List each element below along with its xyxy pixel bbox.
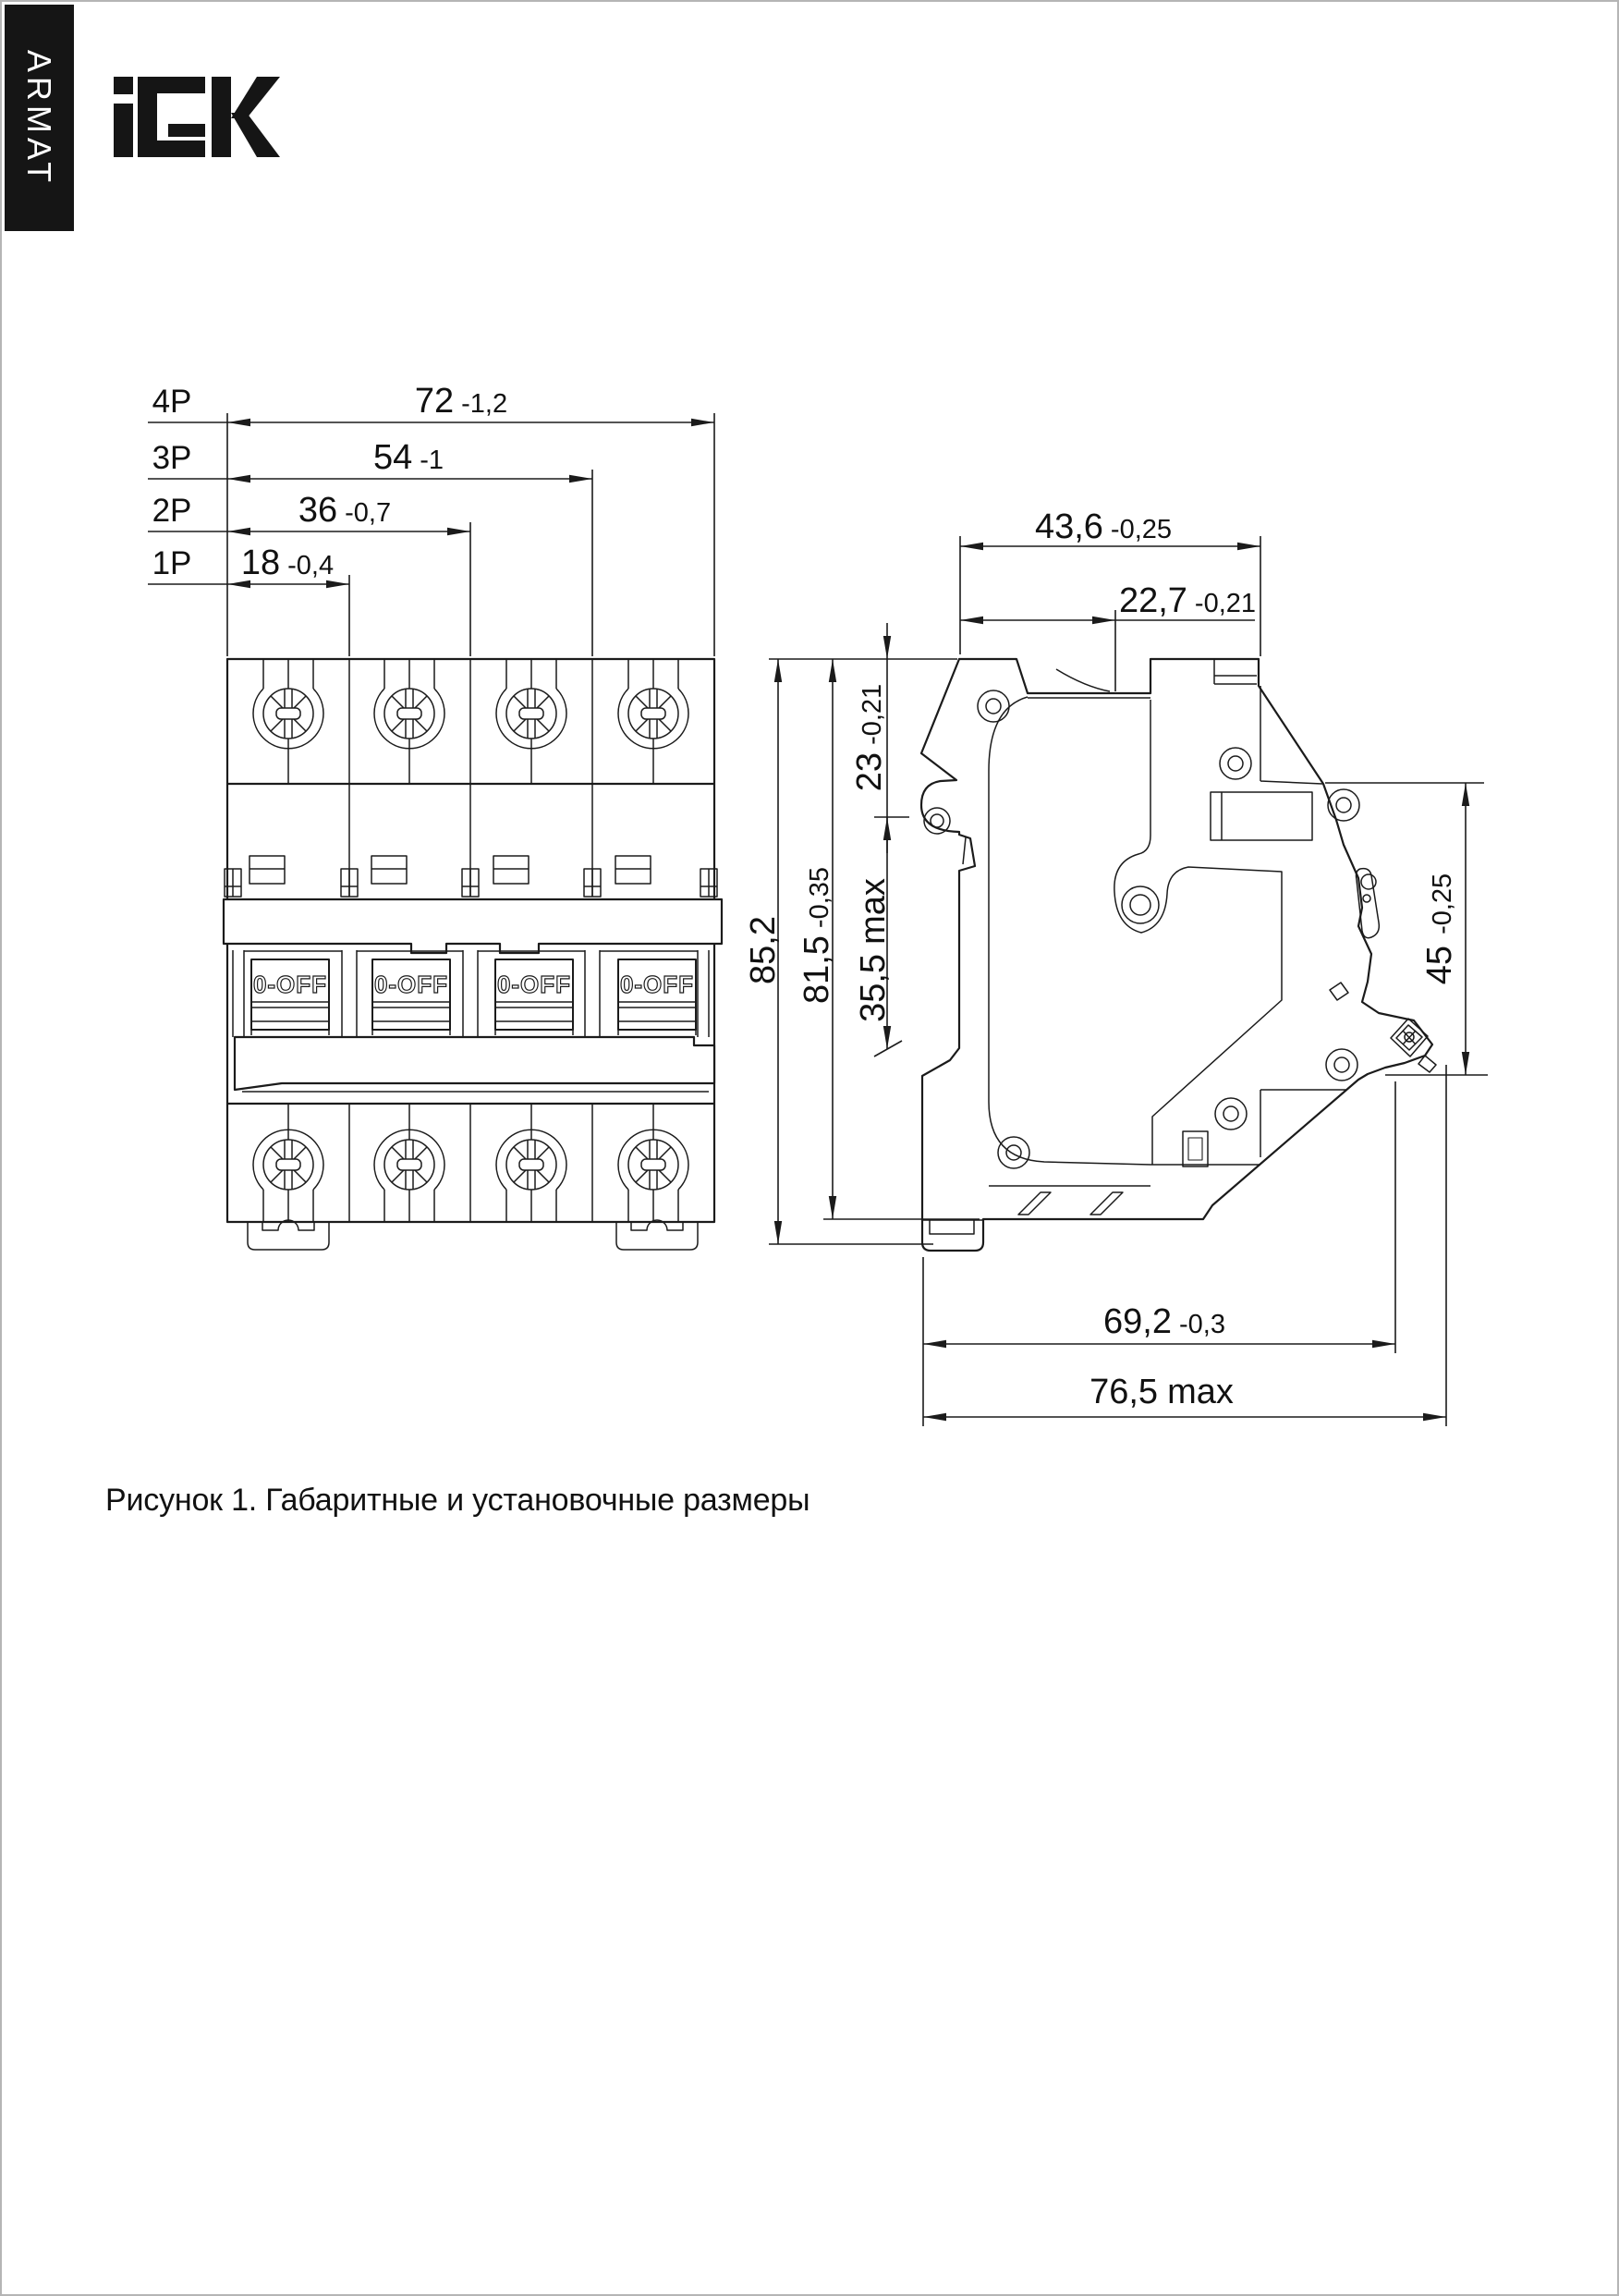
dim-width-3p: 54 -1 xyxy=(372,438,444,477)
side-view xyxy=(921,659,1436,1251)
dim-depth-overall: 76,5 max xyxy=(1089,1373,1234,1411)
trip-lever xyxy=(1330,869,1379,1000)
dim-front-face-height: 45-0,25 xyxy=(1420,873,1459,985)
screw-boss-icon xyxy=(978,690,1359,1168)
center-band xyxy=(224,899,722,953)
side-outline xyxy=(921,659,1432,1251)
switch-state-label: 0-OFF xyxy=(252,971,328,998)
handle-tie-bar xyxy=(235,1037,714,1090)
technical-drawing xyxy=(2,2,1619,2296)
dim-overall-width: 43,6 -0,25 xyxy=(1034,507,1173,546)
dim-height-overall: 85,2 xyxy=(744,916,783,984)
dim-width-4p: 72 -1,2 xyxy=(414,382,508,421)
pole-label-2p: 2P xyxy=(152,493,192,529)
dim-height-body: 81,5-0,35 xyxy=(797,866,836,1005)
dim-depth-mounted: 69,2 -0,3 xyxy=(1103,1302,1225,1341)
pole-label-4p: 4P xyxy=(152,384,192,420)
switch-state-label: 0-OFF xyxy=(496,971,572,998)
series-label: ARMAT xyxy=(20,49,59,187)
front-dimensions xyxy=(148,382,714,656)
din-claw xyxy=(924,808,966,864)
switch-state-label: 0-OFF xyxy=(619,971,695,998)
dim-width-1p: 18 -0,4 xyxy=(240,543,335,582)
dim-handle-offset: 22,7 -0,21 xyxy=(1118,581,1257,620)
figure-caption: Рисунок 1. Габаритные и установочные размеры xyxy=(105,1483,810,1518)
side-dimensions xyxy=(744,507,1488,1426)
dim-width-2p: 36 -0,7 xyxy=(298,491,392,530)
switch-state-label: 0-OFF xyxy=(373,971,449,998)
pole-label-1p: 1P xyxy=(152,545,192,581)
pole-label-3p: 3P xyxy=(152,440,192,476)
dim-top-to-claw: 23-0,21 xyxy=(850,683,889,792)
mounting-tabs xyxy=(248,1220,698,1250)
dim-din-zone: 35,5max xyxy=(854,878,893,1022)
front-view xyxy=(224,659,722,1250)
